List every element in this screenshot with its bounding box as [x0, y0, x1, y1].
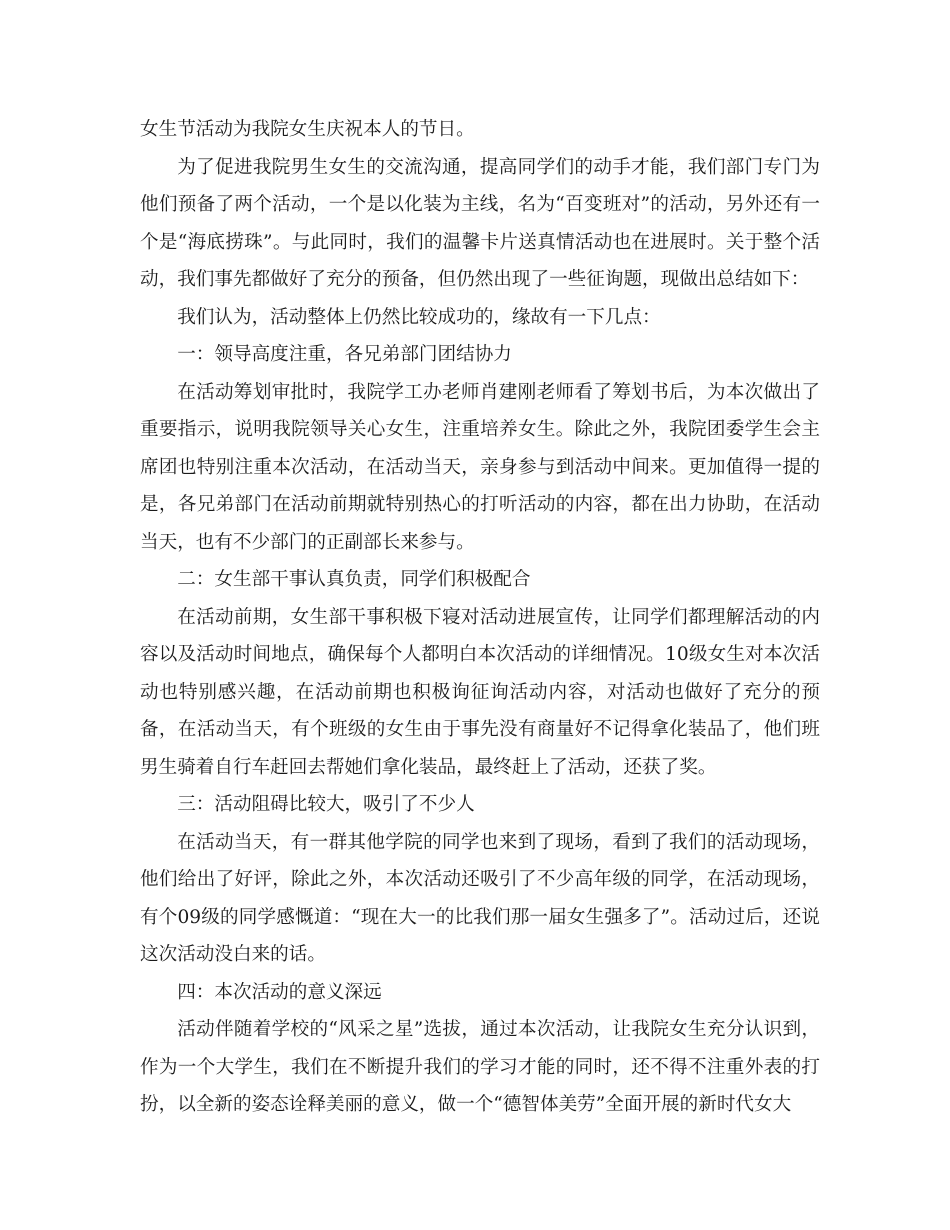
section-heading-2: 二：女生部干事认真负责，同学们积极配合	[177, 569, 531, 590]
section-heading-1: 一：领导高度注重，各兄弟部门团结协力	[177, 344, 512, 365]
paragraph-5: 在活动筹划审批时，我院学工办老师肖建刚老师看了筹划书后，为本次做出了重要指示，说明我院领导关心女生，注重培养女生。除此之外，我院团委学生会主席团也特别注重本次活动，在活动当天，亲身参与到活动中间来。更加值得一提的是，各兄弟部门在活动前期就特别热心的打听活动的内容，都在出力协助，在活动当天，也有不少部门的正副部长来参与。	[140, 381, 820, 553]
paragraph-7: 在活动前期，女生部干事积极下寝对活动进展宣传，让同学们都理解活动的内容以及活动时间地点，确保每个人都明白本次活动的详细情况。10级女生对本次活动也特别感兴趣，在活动前期也积极询征询活动内容，对活动也做好了充分的预备，在活动当天，有个班级的女生由于事先没有商量好不记得拿化装品了，他们班男生骑着自行车赶回去帮她们拿化装品，最终赶上了活动，还获了奖。	[140, 606, 820, 778]
paragraph-3: 我们认为，活动整体上仍然比较成功的，缘故有一下几点：	[177, 306, 661, 328]
document-body	[140, 111, 820, 1124]
section-heading-3: 三：活动阻碍比较大，吸引了不少人	[177, 794, 475, 815]
paragraph-2: 为了促进我院男生女生的交流沟通，提高同学们的动手才能，我们部门专门为他们预备了两个活动，一个是以化装为主线，名为“百变班对”的活动，另外还有一个是“海底捞珠”。与此同时，我们的温馨卡片送真情活动也在进展时。关于整个活动，我们事先都做好了充分的预备，但仍然出现了一些征询题，现做出总结如下：	[140, 156, 820, 290]
paragraph-11: 活动伴随着学校的“风采之星”选拔，通过本次活动，让我院女生充分认识到，作为一个大学生，我们在不断提升我们的学习才能的同时，还不得不注重外表的打扮，以全新的姿态诠释美丽的意义，做一个“德智体美劳”全面开展的新时代女大	[140, 1019, 820, 1115]
paragraph-9: 在活动当天，有一群其他学院的同学也来到了现场，看到了我们的活动现场，他们给出了好评，除此之外，本次活动还吸引了不少高年级的同学，在活动现场，有个09级的同学感慨道：“现在大一的比我们那一届女生强多了”。活动过后，还说这次活动没白来的话。	[140, 831, 820, 965]
section-heading-4: 四：本次活动的意义深远	[177, 981, 382, 1003]
paragraph-1: 女生节活动为我院女生庆祝本人的节日。	[140, 119, 475, 140]
